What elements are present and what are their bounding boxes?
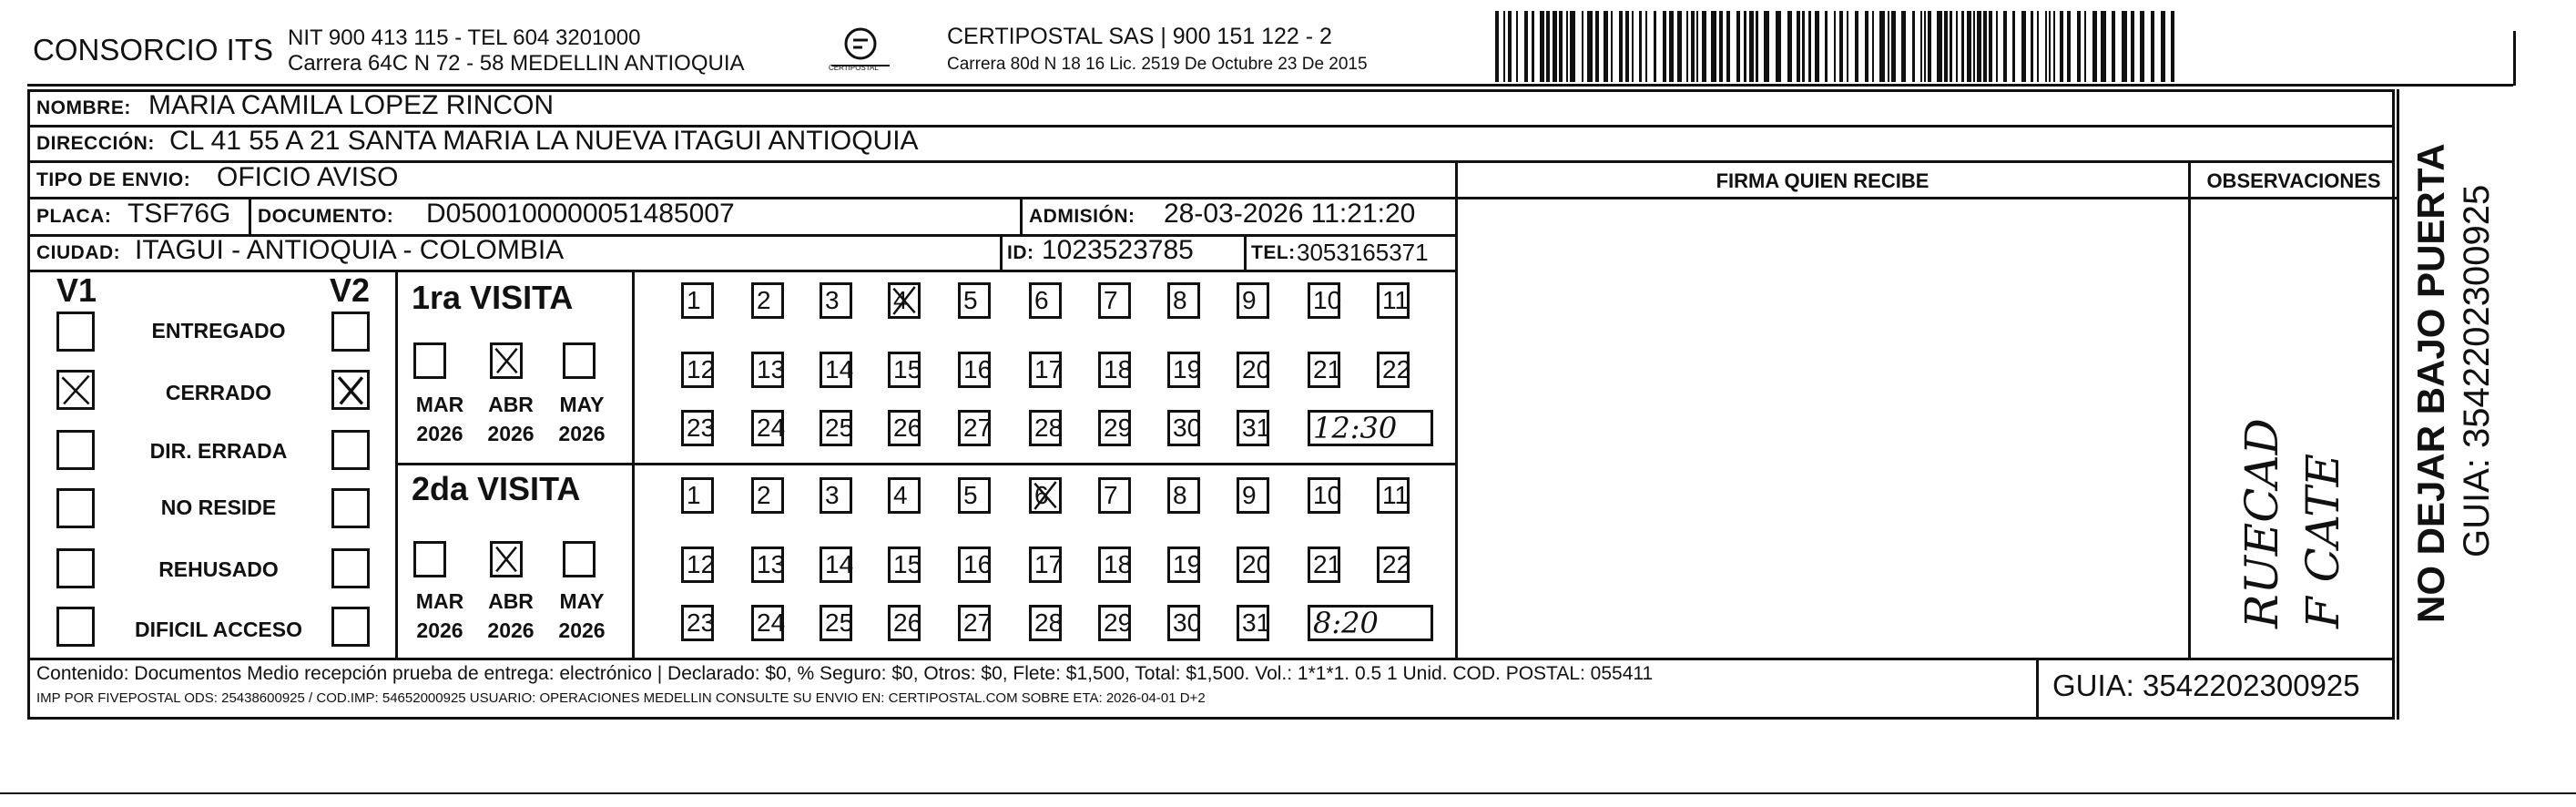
- visit-1-day-1[interactable]: [681, 282, 714, 319]
- visit-1-day-13[interactable]: [751, 352, 784, 388]
- day-number: 2: [757, 286, 771, 314]
- visit-1-day-29[interactable]: [1098, 410, 1131, 446]
- day-number: 6: [1034, 481, 1049, 509]
- company-line-1: NIT 900 413 115 - TEL 604 3201000: [288, 26, 641, 50]
- day-number: 16: [963, 355, 993, 383]
- visit-2-day-8[interactable]: [1167, 477, 1200, 514]
- visit-1-day-21[interactable]: [1308, 352, 1340, 388]
- visit-2-time: 8:20: [1313, 606, 1379, 640]
- barcode-icon: [1495, 11, 2178, 82]
- visit-2-day-1[interactable]: [681, 477, 714, 514]
- address-label: DIRECCIÓN:: [36, 133, 155, 154]
- visit-2-day-19[interactable]: [1167, 547, 1200, 583]
- shipment-type: OFICIO AVISO: [217, 162, 399, 192]
- day-number: 5: [963, 286, 978, 314]
- visit-1-day-7[interactable]: [1098, 282, 1131, 319]
- visit-2-day-26[interactable]: [888, 605, 921, 641]
- visit-2-day-13[interactable]: [751, 547, 784, 583]
- v2-checkbox-no-reside[interactable]: [331, 488, 370, 528]
- imp-line: IMP POR FIVEPOSTAL ODS: 25438600925 / COD.IMP: 54652000925 USUARIO: OPERACIONES MEDELLIN CONSULTE SU ENVIO EN: CERTIPOSTAL.COM SOBRE ETA: 2026-04-01 D+2: [36, 690, 1206, 706]
- v2-label: V2: [330, 271, 371, 309]
- day-number: 21: [1313, 355, 1342, 383]
- day-number: 18: [1104, 355, 1133, 383]
- day-number: 25: [825, 414, 854, 442]
- visit-1-day-5[interactable]: [958, 282, 991, 319]
- day-number: 11: [1382, 286, 1410, 314]
- visit-2-day-12[interactable]: [681, 547, 714, 583]
- v1-checkbox-dir-errada[interactable]: [56, 430, 95, 470]
- day-number: 28: [1034, 608, 1064, 637]
- day-number: 30: [1173, 608, 1202, 637]
- day-number: 22: [1382, 550, 1411, 578]
- v2-checkbox-dificil-acceso[interactable]: [331, 607, 370, 647]
- visit-1-time: 12:30: [1313, 411, 1398, 445]
- visit-2-day-15[interactable]: [888, 547, 921, 583]
- day-number: 24: [757, 414, 786, 442]
- day-number: 4: [893, 286, 908, 314]
- day-number: 30: [1173, 414, 1202, 442]
- day-number: 15: [893, 550, 922, 578]
- barcode: [1495, 11, 2178, 82]
- visit-2-day-22[interactable]: [1377, 547, 1410, 583]
- visit-2-day-29[interactable]: [1098, 605, 1131, 641]
- document-label: DOCUMENTO:: [258, 206, 394, 227]
- day-number: 12: [687, 550, 716, 578]
- day-number: 10: [1313, 286, 1342, 314]
- x-mark-icon: [59, 373, 92, 407]
- day-number: 26: [893, 608, 922, 637]
- visit-2-month-abr[interactable]: [490, 541, 523, 577]
- day-number: 7: [1104, 481, 1118, 509]
- visit-2-time-box[interactable]: [1308, 605, 1433, 641]
- visit-2-day-24[interactable]: [751, 605, 784, 641]
- option-entregado: ENTREGADO: [151, 319, 286, 342]
- day-number: 14: [825, 355, 854, 383]
- day-number: 23: [687, 414, 716, 442]
- visit-1-day-17[interactable]: [1029, 352, 1062, 388]
- visit-2-month-label-may: MAY: [559, 589, 605, 613]
- visit-1-day-27[interactable]: [958, 410, 991, 446]
- visit-1-month-may[interactable]: [563, 342, 596, 379]
- v1-checkbox-cerrado[interactable]: [56, 370, 95, 410]
- visit-1-day-14[interactable]: [820, 352, 852, 388]
- visit-2-day-5[interactable]: [958, 477, 991, 514]
- visit-1-day-12[interactable]: [681, 352, 714, 388]
- side-warning: NO DEJAR BAJO PUERTA: [2409, 143, 2452, 623]
- signature-header: FIRMA QUIEN RECIBE: [1716, 169, 1929, 192]
- day-number: 1: [687, 481, 701, 509]
- v2-checkbox-rehusado[interactable]: [331, 548, 370, 588]
- visit-1-day-25[interactable]: [820, 410, 852, 446]
- visit-2-day-17[interactable]: [1029, 547, 1062, 583]
- day-number: 14: [825, 550, 854, 578]
- visit-1-day-15[interactable]: [888, 352, 921, 388]
- day-number: 8: [1173, 481, 1187, 509]
- v2-checkbox-entregado[interactable]: [331, 312, 370, 352]
- visit-1-month-mar[interactable]: [413, 342, 446, 379]
- visit-1-time-box[interactable]: [1308, 410, 1433, 446]
- visit-2-day-30[interactable]: [1167, 605, 1200, 641]
- carrier-line-1: CERTIPOSTAL SAS | 900 151 122 - 2: [947, 24, 1332, 49]
- visit-1-day-23[interactable]: [681, 410, 714, 446]
- footer-guia: GUIA: 3542202300925: [2052, 669, 2360, 702]
- visit-1-day-16[interactable]: [958, 352, 991, 388]
- day-number: 13: [757, 550, 786, 578]
- document-value: D0500100000051485007: [426, 199, 735, 229]
- day-number: 21: [1313, 550, 1342, 578]
- option-cerrado: CERRADO: [165, 381, 272, 404]
- observations-header: OBSERVACIONES: [2206, 169, 2381, 192]
- visit-1-month-label-mar: MAR: [415, 393, 464, 416]
- day-number: 24: [757, 608, 786, 637]
- visit-2-day-23[interactable]: [681, 605, 714, 641]
- recipient-address: CL 41 55 A 21 SANTA MARIA LA NUEVA ITAGUI ANTIOQUIA: [169, 126, 919, 156]
- id-label: ID:: [1007, 242, 1034, 263]
- x-mark-icon: [334, 373, 367, 407]
- certipostal-logo-icon: [824, 26, 897, 80]
- content-line: Contenido: Documentos Medio recepción prueba de entrega: electrónico | Declarado: $0, % Seguro: $0, Otros: $0, Flete: $1,500, Total: $1,500. Vol.: 1*1*1. 0.5 1 Unid. COD. POSTAL: 055411: [36, 663, 1654, 684]
- option-dir-errada: DIR. ERRADA: [149, 439, 288, 463]
- day-number: 29: [1104, 414, 1133, 442]
- logo-text: CERTIPOSTAL: [829, 64, 879, 72]
- tel-value: 3053165371: [1297, 239, 1429, 266]
- visit-1-day-22[interactable]: [1377, 352, 1410, 388]
- visit-2-day-11[interactable]: [1377, 477, 1410, 514]
- visit-1-year-mar: 2026: [416, 422, 463, 445]
- option-rehusado: REHUSADO: [158, 557, 279, 581]
- day-number: 7: [1104, 286, 1118, 314]
- day-number: 27: [963, 608, 993, 637]
- x-mark-icon: [891, 285, 918, 316]
- visit-1-month-label-may: MAY: [559, 393, 605, 416]
- option-dificil-acceso: DIFICIL ACCESO: [134, 618, 302, 641]
- visit-2-year-mar: 2026: [416, 618, 463, 642]
- visit-2-day-16[interactable]: [958, 547, 991, 583]
- visit-1-month-label-abr: ABR: [488, 393, 534, 416]
- day-number: 31: [1242, 414, 1271, 442]
- visit-2-day-27[interactable]: [958, 605, 991, 641]
- visit-2-month-mar[interactable]: [413, 541, 446, 577]
- v2-checkbox-dir-errada[interactable]: [331, 430, 370, 470]
- visit-1-day-9[interactable]: [1237, 282, 1269, 319]
- x-mark-icon: [493, 345, 520, 376]
- visit-1-year-may: 2026: [558, 422, 606, 445]
- visit-1-title: 1ra VISITA: [412, 279, 574, 316]
- tel-label: TEL:: [1251, 242, 1296, 263]
- visit-2-month-label-mar: MAR: [415, 589, 464, 613]
- visit-2-day-6[interactable]: [1029, 477, 1062, 514]
- plate-label: PLACA:: [36, 206, 112, 227]
- visit-2-day-25[interactable]: [820, 605, 852, 641]
- day-number: 6: [1034, 286, 1049, 314]
- v2-checkbox-cerrado[interactable]: [331, 370, 370, 410]
- day-number: 15: [893, 355, 922, 383]
- visit-2-day-14[interactable]: [820, 547, 852, 583]
- visit-1-day-6[interactable]: [1029, 282, 1062, 319]
- visit-1-day-3[interactable]: [820, 282, 852, 319]
- visit-1-month-abr[interactable]: [490, 342, 523, 379]
- visit-1-day-28[interactable]: [1029, 410, 1062, 446]
- visit-1-day-4[interactable]: [888, 282, 921, 319]
- id-value: 1023523785: [1042, 235, 1194, 265]
- x-mark-icon: [1032, 480, 1059, 511]
- day-number: 5: [963, 481, 978, 509]
- visit-1-day-8[interactable]: [1167, 282, 1200, 319]
- visit-2-day-2[interactable]: [751, 477, 784, 514]
- visit-2-day-4[interactable]: [888, 477, 921, 514]
- day-number: 31: [1242, 608, 1271, 637]
- visit-1-day-20[interactable]: [1237, 352, 1269, 388]
- carrier-line-2: Carrera 80d N 18 16 Lic. 2519 De Octubre 23 De 2015: [947, 55, 1368, 74]
- day-number: 19: [1173, 355, 1202, 383]
- city-value: ITAGUI - ANTIOQUIA - COLOMBIA: [135, 235, 565, 265]
- day-number: 20: [1242, 550, 1271, 578]
- visit-2-day-20[interactable]: [1237, 547, 1269, 583]
- day-number: 9: [1242, 286, 1257, 314]
- day-number: 29: [1104, 608, 1133, 637]
- visit-1-day-30[interactable]: [1167, 410, 1200, 446]
- day-number: 3: [825, 286, 840, 314]
- visit-2-year-may: 2026: [558, 618, 606, 642]
- v1-checkbox-entregado[interactable]: [56, 312, 95, 352]
- visit-2-day-21[interactable]: [1308, 547, 1340, 583]
- day-number: 28: [1034, 414, 1064, 442]
- day-number: 9: [1242, 481, 1257, 509]
- visit-1-day-19[interactable]: [1167, 352, 1200, 388]
- visit-2-title: 2da VISITA: [412, 470, 581, 507]
- day-number: 22: [1382, 355, 1411, 383]
- visit-2-day-31[interactable]: [1237, 605, 1269, 641]
- observation-handwritten-2: F CATE: [2296, 453, 2349, 628]
- day-number: 27: [963, 414, 993, 442]
- visit-1-day-2[interactable]: [751, 282, 784, 319]
- day-number: 25: [825, 608, 854, 637]
- day-number: 4: [893, 481, 908, 509]
- day-number: 19: [1173, 550, 1202, 578]
- visit-2-day-28[interactable]: [1029, 605, 1062, 641]
- company-name: CONSORCIO ITS: [33, 33, 274, 66]
- day-number: 17: [1034, 355, 1064, 383]
- visit-2-year-abr: 2026: [487, 618, 535, 642]
- side-guia: GUIA: 3542202300925: [2457, 184, 2497, 557]
- visit-2-day-7[interactable]: [1098, 477, 1131, 514]
- option-no-reside: NO RESIDE: [160, 495, 277, 519]
- visit-1-day-11[interactable]: [1377, 282, 1410, 319]
- visit-1-day-24[interactable]: [751, 410, 784, 446]
- day-number: 18: [1104, 550, 1133, 578]
- visit-1-year-abr: 2026: [487, 422, 535, 445]
- visit-1-day-26[interactable]: [888, 410, 921, 446]
- day-number: 23: [687, 608, 716, 637]
- visit-2-day-18[interactable]: [1098, 547, 1131, 583]
- admission-label: ADMISIÓN:: [1029, 206, 1135, 227]
- day-number: 2: [757, 481, 771, 509]
- name-label: NOMBRE:: [36, 97, 131, 118]
- recipient-name: MARIA CAMILA LOPEZ RINCON: [148, 90, 555, 120]
- company-line-2: Carrera 64C N 72 - 58 MEDELLIN ANTIOQUIA: [288, 51, 745, 76]
- v1-checkbox-dificil-acceso[interactable]: [56, 607, 95, 647]
- v1-checkbox-no-reside[interactable]: [56, 488, 95, 528]
- visit-1-day-10[interactable]: [1308, 282, 1340, 319]
- day-number: 26: [893, 414, 922, 442]
- day-number: 1: [687, 286, 701, 314]
- day-number: 12: [687, 355, 716, 383]
- observation-handwritten-1: RUECAD: [2235, 418, 2288, 628]
- v1-label: V1: [56, 271, 97, 309]
- admission-value: 28-03-2026 11:21:20: [1164, 199, 1416, 229]
- day-number: 16: [963, 550, 993, 578]
- plate-value: TSF76G: [127, 199, 231, 229]
- day-number: 20: [1242, 355, 1271, 383]
- visit-2-month-may[interactable]: [563, 541, 596, 577]
- visit-2-day-3[interactable]: [820, 477, 852, 514]
- visit-1-day-31[interactable]: [1237, 410, 1269, 446]
- visit-2-day-9[interactable]: [1237, 477, 1269, 514]
- day-number: 3: [825, 481, 840, 509]
- type-label: TIPO DE ENVIO:: [36, 169, 191, 190]
- day-number: 11: [1382, 481, 1410, 509]
- visit-2-month-label-abr: ABR: [488, 589, 534, 613]
- day-number: 8: [1173, 286, 1187, 314]
- x-mark-icon: [493, 544, 520, 575]
- day-number: 17: [1034, 550, 1064, 578]
- certipostal-logo: [824, 26, 897, 80]
- visit-2-day-10[interactable]: [1308, 477, 1340, 514]
- day-number: 13: [757, 355, 786, 383]
- visit-1-day-18[interactable]: [1098, 352, 1131, 388]
- v1-checkbox-rehusado[interactable]: [56, 548, 95, 588]
- day-number: 10: [1313, 481, 1342, 509]
- city-label: CIUDAD:: [36, 242, 121, 263]
